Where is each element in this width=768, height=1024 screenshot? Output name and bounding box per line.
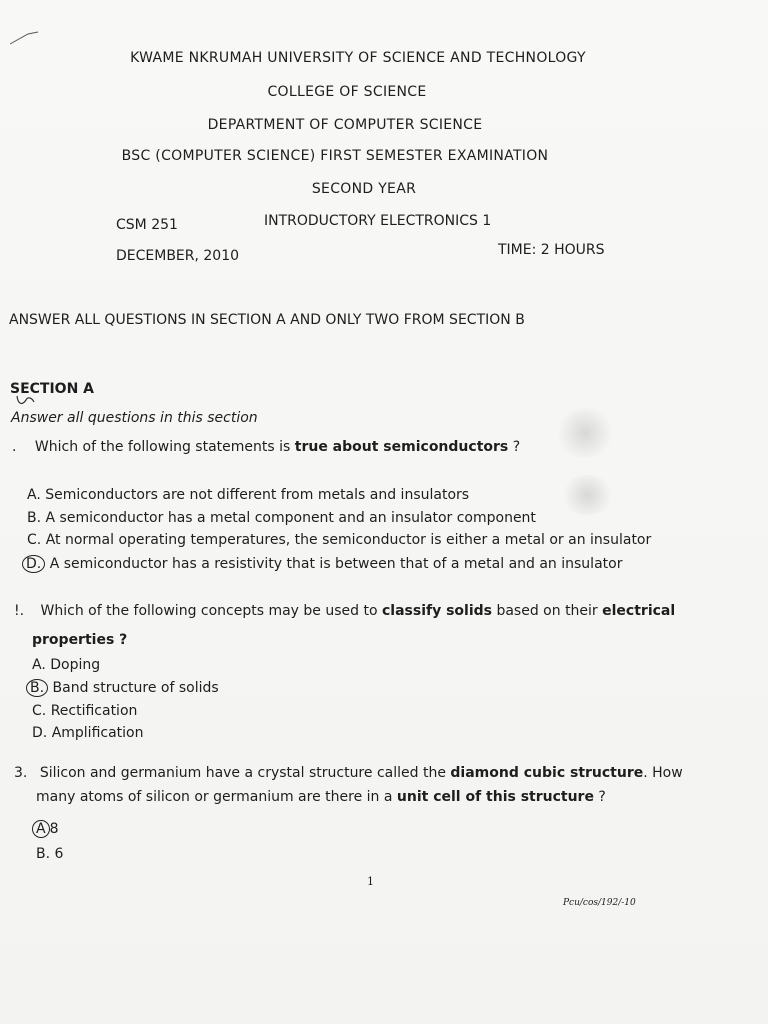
course-title: INTRODUCTORY ELECTRONICS 1 <box>264 213 492 229</box>
question-text-end: ? <box>508 439 521 455</box>
q3-option-a <box>32 820 59 838</box>
option-letter-circled: D. <box>22 555 45 573</box>
option-letter-circled: A <box>32 820 50 838</box>
option-text: 6 <box>54 846 64 862</box>
option-text: Band structure of solids <box>52 680 219 696</box>
option-letter: B. <box>36 846 51 862</box>
question-number: !. <box>14 603 25 619</box>
question-number: 3. <box>14 765 28 781</box>
q1-option-b <box>27 510 536 526</box>
option-letter: B. <box>27 510 42 526</box>
pen-mark <box>8 28 44 50</box>
question-text: many atoms of silicon or germanium are there in a <box>36 789 397 805</box>
question-2 <box>14 603 675 619</box>
college-name: COLLEGE OF SCIENCE <box>267 84 427 100</box>
exam-duration: TIME: 2 HOURS <box>498 242 605 258</box>
option-text: Doping <box>50 657 101 673</box>
question-1 <box>12 439 520 455</box>
department-name: DEPARTMENT OF COMPUTER SCIENCE <box>207 117 483 133</box>
question-3 <box>14 765 683 781</box>
option-letter: C. <box>32 703 47 719</box>
q1-option-d <box>22 555 622 573</box>
question-text: ? <box>593 789 606 805</box>
question-text: . How <box>643 765 683 781</box>
question-text-bold: diamond cubic structure <box>450 765 644 781</box>
question-text-bold: unit cell of this structure <box>396 789 594 805</box>
option-text: Amplification <box>51 725 144 741</box>
option-text: 8 <box>49 821 59 837</box>
question-text-bold: true about semiconductors <box>294 439 509 455</box>
question-2-line-2: properties ? <box>32 632 128 648</box>
question-text: Silicon and germanium have a crystal structure called the <box>39 765 451 781</box>
university-name: KWAME NKRUMAH UNIVERSITY OF SCIENCE AND TECHNOLOGY <box>130 50 586 66</box>
option-text: A semiconductor has a metal component and an insulator component <box>45 510 536 526</box>
q2-option-b <box>26 679 219 697</box>
option-letter: A. <box>27 487 41 503</box>
option-letter-circled: B. <box>26 679 48 697</box>
q2-option-a <box>32 657 100 673</box>
smudge-mark <box>560 475 615 515</box>
exam-title: BSC (COMPUTER SCIENCE) FIRST SEMESTER EXAMINATION <box>121 148 549 164</box>
q3-option-b <box>36 846 63 862</box>
option-letter: A. <box>32 657 46 673</box>
q1-option-c <box>27 532 651 548</box>
question-text-bold: electrical <box>602 603 676 619</box>
section-title: SECTION A <box>10 381 95 397</box>
question-number: . <box>12 439 17 455</box>
course-code: CSM 251 <box>116 217 178 233</box>
option-text: Rectification <box>50 703 138 719</box>
document-reference: Pcu/cos/192/-10 <box>563 898 636 908</box>
q2-option-d <box>32 725 143 741</box>
question-text: Which of the following statements is <box>34 439 295 455</box>
question-text: based on their <box>492 603 603 619</box>
question-3-line-2 <box>36 789 606 805</box>
q2-option-c <box>32 703 137 719</box>
option-letter: D. <box>32 725 48 741</box>
question-text-bold: classify solids <box>382 603 493 619</box>
option-text: A semiconductor has a resistivity that is between that of a metal and an insulator <box>49 556 623 572</box>
exam-date: DECEMBER, 2010 <box>116 248 240 264</box>
q1-option-a <box>27 487 469 503</box>
option-letter: C. <box>27 532 42 548</box>
general-instruction: ANSWER ALL QUESTIONS IN SECTION A AND ONLY TWO FROM SECTION B <box>9 312 525 328</box>
question-text: Which of the following concepts may be used to <box>40 603 382 619</box>
section-subtitle: Answer all questions in this section <box>11 410 258 426</box>
smudge-mark <box>555 408 615 458</box>
option-text: At normal operating temperatures, the semiconductor is either a metal or an insulator <box>45 532 652 548</box>
page-number: 1 <box>367 875 374 888</box>
year-label: SECOND YEAR <box>311 181 417 197</box>
option-text: Semiconductors are not different from metals and insulators <box>45 487 470 503</box>
